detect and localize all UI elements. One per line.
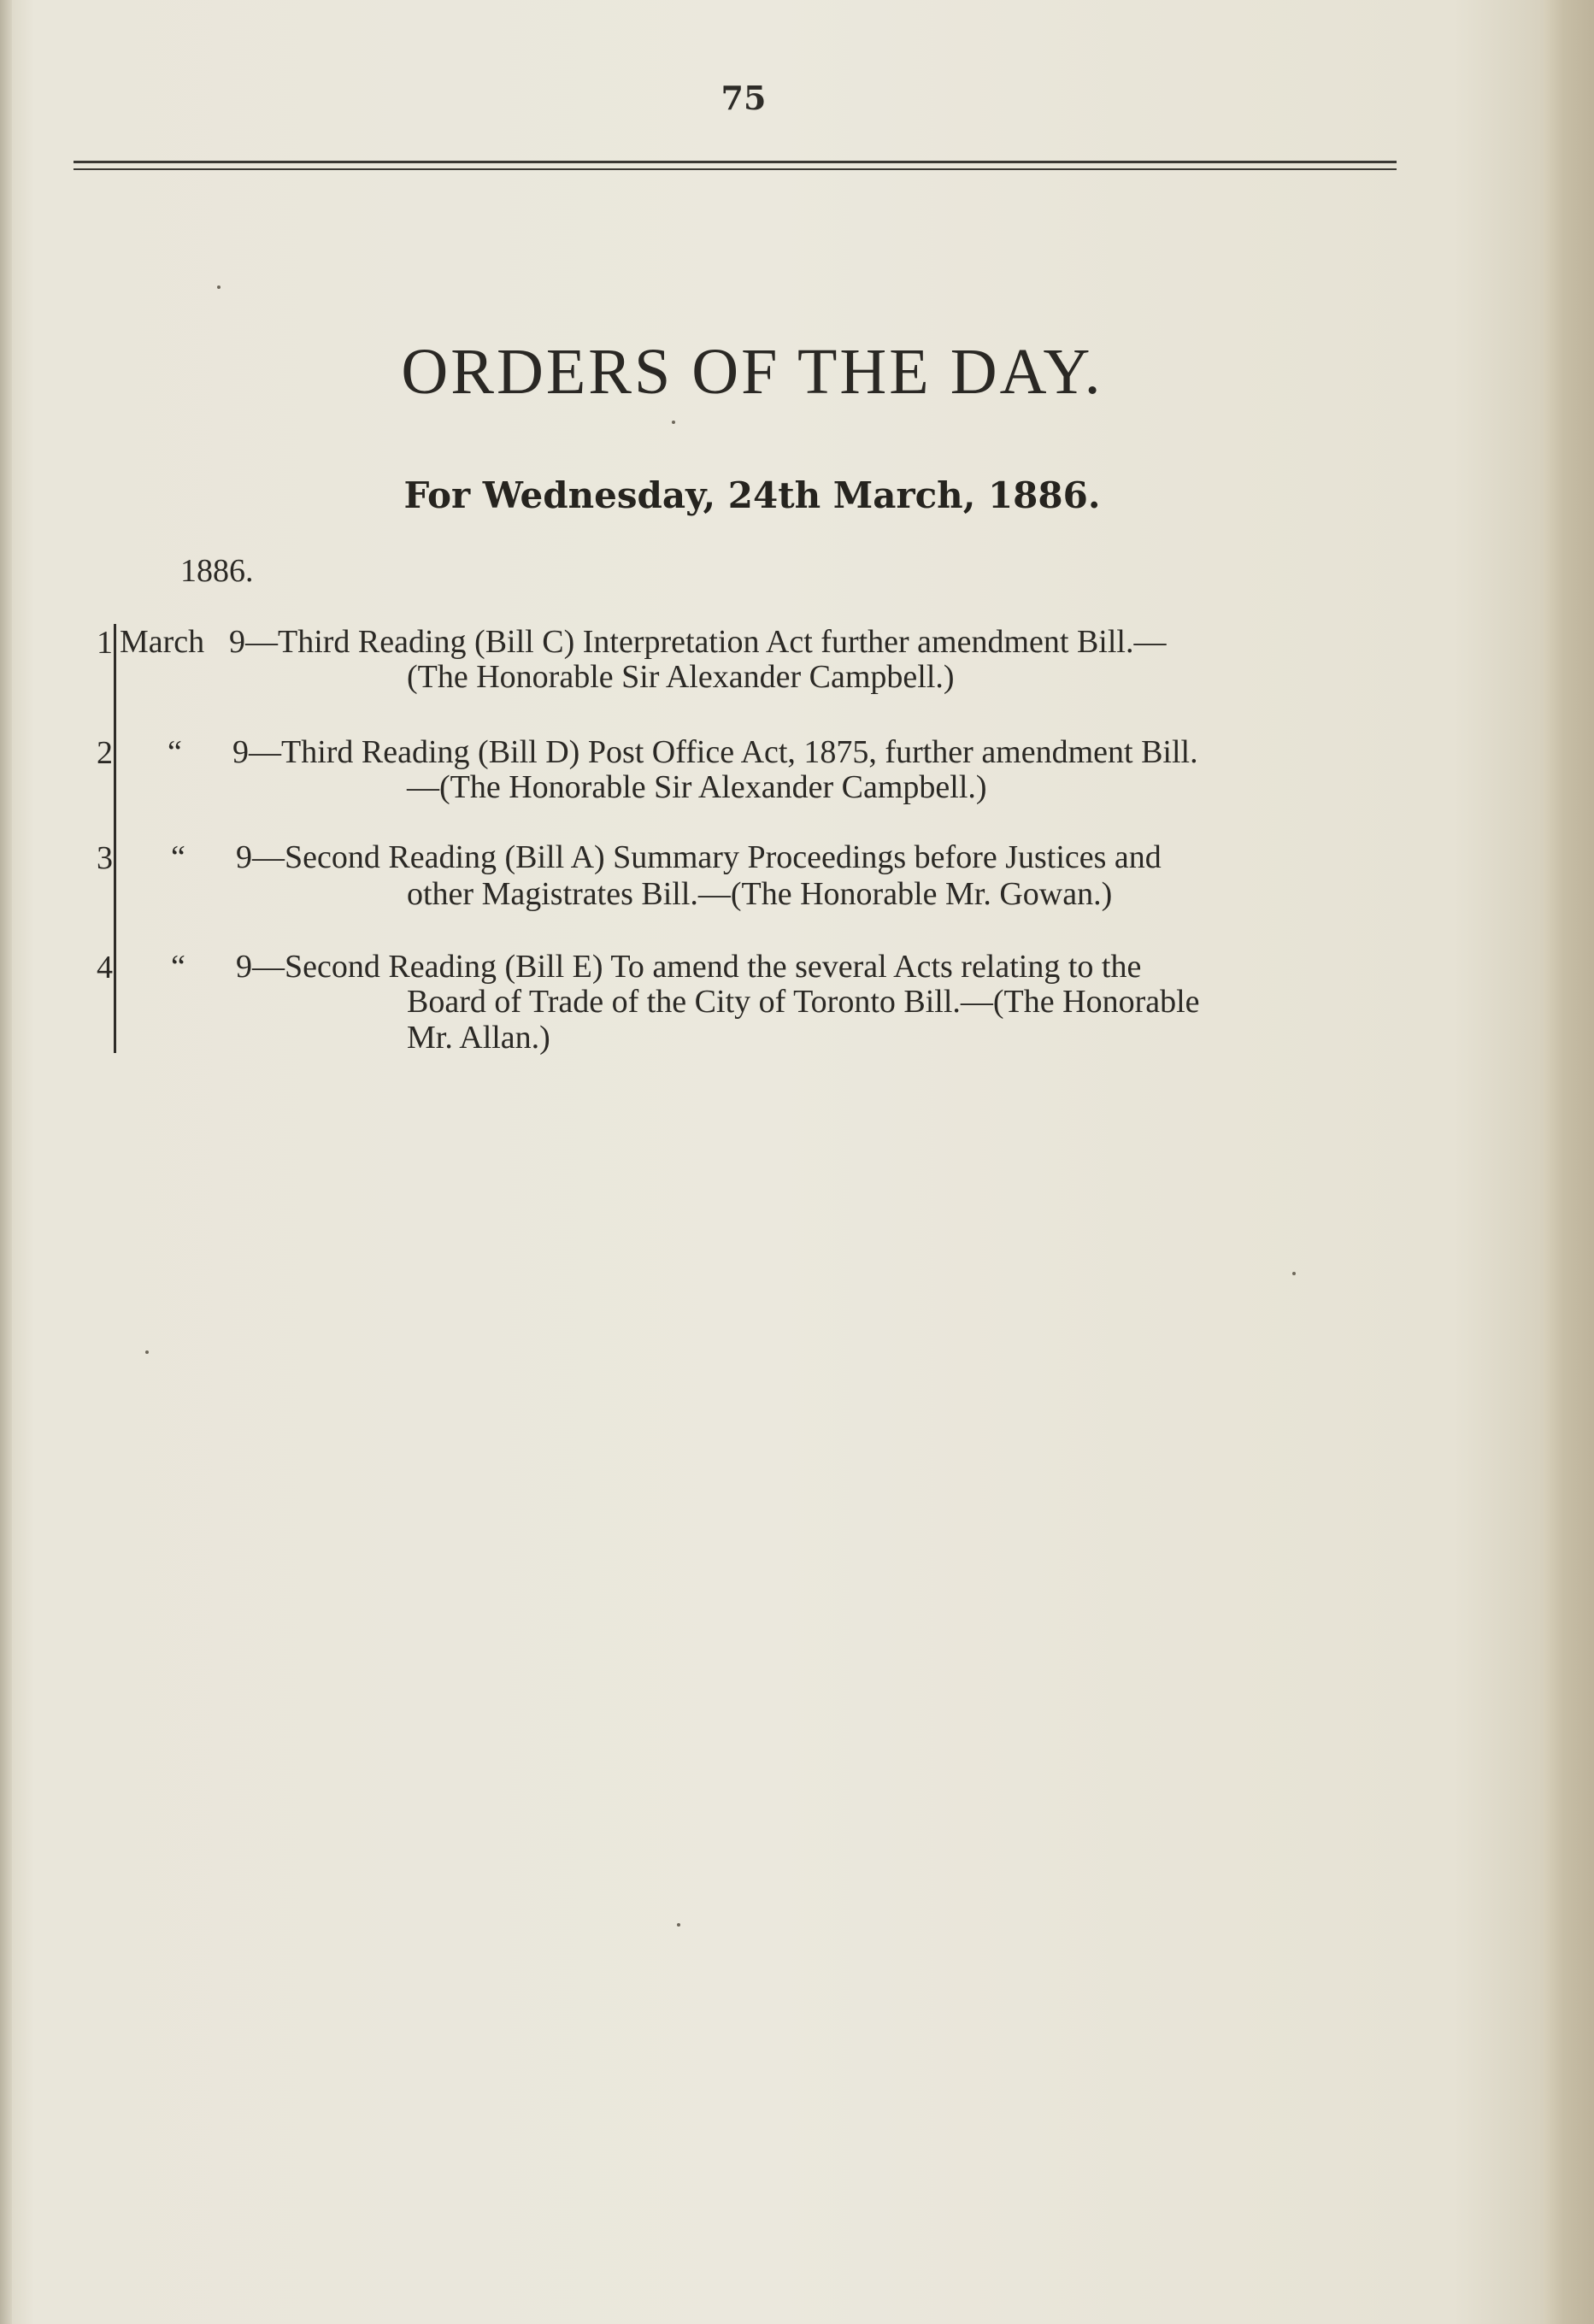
page-left-edge — [0, 0, 12, 2324]
page-subtitle: For Wednesday, 24th March, 1886. — [403, 474, 1101, 516]
entry-number: 2 — [97, 735, 113, 771]
paper-speck — [217, 285, 221, 289]
entry-lead: 9—Third Reading (Bill D) Post Office Act, 1875, further amendment Bill. — [232, 734, 1198, 770]
entry-ditto-mark: “ — [171, 949, 185, 985]
year-heading: 1886. — [180, 553, 254, 589]
entry-number: 1 — [97, 625, 113, 661]
margin-bar — [114, 624, 116, 723]
paper-speck — [677, 1923, 680, 1927]
header-rule-thin — [74, 168, 1397, 170]
entry-lead: 9—Third Reading (Bill C) Interpretation Act further amendment Bill.— — [229, 624, 1167, 660]
page-title: ORDERS OF THE DAY. — [401, 336, 1103, 408]
margin-bar — [114, 833, 116, 940]
entry-continuation: Mr. Allan.) — [407, 1020, 550, 1056]
entry-number: 3 — [97, 840, 113, 876]
entry-month: March — [120, 624, 205, 660]
entry-ditto-mark: “ — [171, 839, 185, 875]
entry-lead: 9—Second Reading (Bill E) To amend the several Acts relating to the — [236, 949, 1142, 985]
margin-bar — [114, 940, 116, 1053]
entry-ditto-mark: “ — [168, 734, 182, 770]
header-rule-thick — [74, 161, 1397, 163]
entry-continuation: other Magistrates Bill.—(The Honorable Mr. Gowan.) — [407, 876, 1113, 912]
entry-continuation: —(The Honorable Sir Alexander Campbell.) — [407, 769, 987, 805]
entry-number: 4 — [97, 950, 113, 985]
margin-bar — [114, 723, 116, 833]
entry-continuation: (The Honorable Sir Alexander Campbell.) — [407, 659, 955, 695]
paper-speck — [145, 1350, 149, 1354]
page-binding-edge — [1544, 0, 1594, 2324]
paper-speck — [672, 421, 675, 424]
page-number: 75 — [721, 79, 767, 117]
paper-speck — [1292, 1272, 1296, 1275]
entry-continuation: Board of Trade of the City of Toronto Bill.—(The Honorable — [407, 984, 1200, 1020]
entry-lead: 9—Second Reading (Bill A) Summary Proceedings before Justices and — [236, 839, 1162, 875]
